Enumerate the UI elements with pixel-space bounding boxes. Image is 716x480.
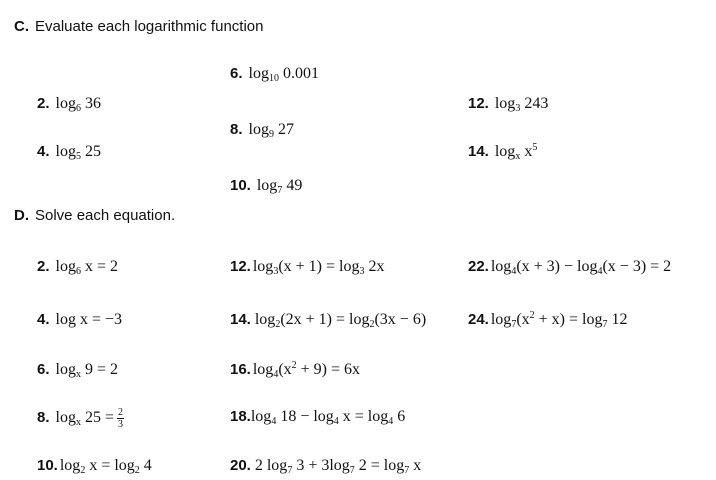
- c-problem-2-number: 2.: [37, 95, 50, 112]
- section-c-heading: [14, 18, 263, 35]
- d-problem-12-number: 12.: [230, 258, 251, 275]
- c-problem-10: [230, 176, 302, 196]
- d-problem-2: [37, 257, 118, 277]
- d-problem-4-expression: log x = −3: [55, 311, 123, 328]
- d-problem-22-number: 22.: [468, 258, 489, 275]
- c-problem-12: [468, 94, 548, 114]
- d-problem-20-expression: 2 $\log_7 3 + 3\log_7$ $2 = \log_7 x$: [250, 457, 422, 476]
- d-problem-10-number: 10.: [37, 457, 58, 474]
- c-problem-10-number: 10.: [230, 177, 251, 194]
- d-problem-14-expression: $\log_2(2x + 1) = \log_2(3x - 6)$: [254, 311, 427, 330]
- d-problem-2-expression: $\log_6 x = 2$: [55, 258, 118, 277]
- d-problem-24-expression: $\log_7(x^2 + x) = \log_7 12$: [490, 310, 628, 330]
- d-problem-8-number: 8.: [37, 409, 50, 427]
- c-problem-8: [230, 120, 294, 140]
- d-problem-14-number: 14.: [230, 311, 251, 328]
- d-problem-18-number: 18.: [230, 408, 251, 425]
- d-problem-16: [230, 360, 360, 380]
- c-problem-14-number: 14.: [468, 143, 489, 160]
- d-problem-20-number: 20.: [230, 457, 251, 474]
- section-c-title: Evaluate each logarithmic function: [35, 18, 264, 35]
- c-problem-6: [230, 64, 319, 84]
- c-problem-12-expression: $\log_3 243$: [494, 95, 549, 114]
- c-problem-2: [37, 94, 101, 114]
- d-problem-10: [37, 456, 152, 476]
- c-problem-12-number: 12.: [468, 95, 489, 112]
- c-problem-4: [37, 142, 101, 162]
- d-problem-12: [230, 257, 384, 277]
- d-problem-18-expression: $\log_4 18 - \log_4 x = \log_4 6$: [250, 408, 406, 427]
- d-problem-4: [37, 310, 122, 330]
- c-problem-2-expression: $\log_6 36$: [55, 95, 101, 114]
- d-problem-10-expression: $\log_2 x = \log_2 4$: [59, 457, 152, 476]
- section-d-letter: D.: [14, 207, 29, 224]
- d-problem-8-expression: $\log_x 25$ = $\frac{2}{3}$: [55, 407, 123, 430]
- d-problem-14: [230, 310, 426, 330]
- d-problem-8-fraction: $\frac{2}{3}$: [118, 407, 123, 430]
- c-problem-14: [468, 142, 537, 162]
- d-problem-24: [468, 310, 627, 330]
- d-problem-6-number: 6.: [37, 361, 50, 378]
- c-problem-8-number: 8.: [230, 121, 243, 138]
- c-problem-4-expression: $\log_5 25$: [55, 143, 101, 162]
- d-problem-4-number: 4.: [37, 311, 50, 328]
- d-problem-22: [468, 257, 671, 277]
- c-problem-10-expression: $\log_7 49$: [256, 177, 303, 196]
- d-problem-6: [37, 360, 118, 380]
- d-problem-18: [230, 407, 405, 427]
- section-d-title: Solve each equation.: [35, 207, 176, 224]
- d-problem-16-expression: $\log_4(x^2 + 9) = 6x$: [252, 360, 361, 380]
- section-d-heading: [14, 207, 175, 224]
- c-problem-8-expression: $\log_9 27$: [248, 121, 294, 140]
- c-problem-6-number: 6.: [230, 65, 243, 82]
- d-problem-8: [37, 407, 124, 430]
- d-problem-2-number: 2.: [37, 258, 50, 275]
- d-problem-16-number: 16.: [230, 361, 251, 378]
- section-c-letter: C.: [14, 18, 29, 35]
- d-problem-6-expression: $\log_x 9 = 2$: [55, 361, 118, 380]
- d-problem-22-expression: $\log_4(x + 3) - \log_4(x - 3) = 2$: [490, 258, 672, 277]
- d-problem-12-expression: $\log_3(x + 1) = \log_3 2x$: [252, 258, 385, 277]
- d-problem-20: [230, 456, 421, 476]
- c-problem-4-number: 4.: [37, 143, 50, 160]
- c-problem-6-expression: $\log_{10} 0.001$: [248, 65, 319, 84]
- d-problem-24-number: 24.: [468, 311, 489, 328]
- c-problem-14-expression: $\log_x x^5$: [494, 142, 538, 162]
